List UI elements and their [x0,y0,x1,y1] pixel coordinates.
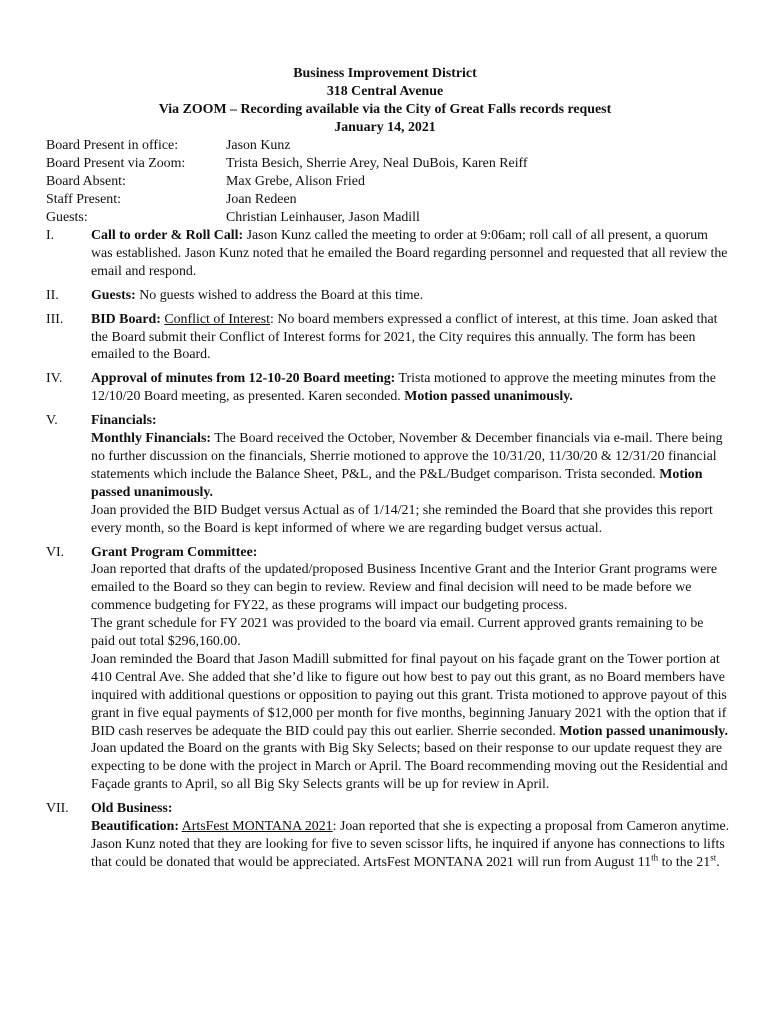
section-title: Call to order & Roll Call: [91,228,244,243]
attendance-row [46,155,746,173]
section-number: VI. [46,544,65,560]
attendance-label: Board Absent: [46,173,126,189]
motion-result: Motion passed unanimously. [404,389,573,405]
attendance-value: Max Grebe, Alison Fried [226,173,365,189]
section-number: IV. [46,371,63,387]
artsfest-title: ArtsFest MONTANA 2021 [181,819,333,835]
section-text: to the 21 [658,854,711,870]
section-title: Approval of minutes from 12-10-20 Board meeting: [91,371,396,387]
section-title: Grant Program Committee: [91,544,258,560]
subsection-title: Conflict of Interest [164,311,271,327]
section-text: Trista motioned to approve the meeting minutes from the 12/10/20 Board meeting, as presented. Karen seconded. [91,371,716,405]
section-body [91,311,730,365]
header-date: January 14, 2021 [334,119,436,135]
section-text: : No board members expressed a conflict of interest, at this time. Joan asked that the Board submit their Conflict of Interest forms for 2021, the City requires this annually. The form has been emailed to the Board. [91,311,718,363]
section-text: Joan provided the BID Budget versus Actual as of 1/14/21; she reminded the Board that she provides this report every month, so the Board is kept informed of where we are regarding budget versus actual. [91,502,713,536]
attendance-label: Staff Present: [46,191,121,207]
header-address: 318 Central Avenue [326,83,444,99]
attendance-value: Joan Redeen [226,191,297,207]
attendance-value: Trista Besich, Sherrie Arey, Neal DuBois, Karen Reiff [226,155,528,171]
attendance-value: Christian Leinhauser, Jason Madill [226,209,420,225]
section-guests [46,287,730,305]
section-text: Jason Kunz called the meeting to order at 9:06am; roll call of all present, a quorum was established. Jason Kunz noted that he emailed the Board regarding personnel and requested that all review the email and respond. [91,228,728,279]
section-body [91,800,730,872]
section-approval-of-minutes [46,370,730,406]
attendance-row [46,173,746,191]
section-body [91,370,730,406]
section-text: Joan updated the Board on the grants with Big Sky Selects; based on their response to our update request they are expecting to be done with the project in March or April. The Board recommending moving out the Residential and Façade grants to April, so all Big Sky Selects grants will be up for review in April. [91,741,728,793]
section-text: The Board received the October, November & December financials via e-mail. There being no further discussion on the financials, Sherrie motioned to approve the 10/31/20, 11/30/20 & 12/31/20 financial statements which include the Balance Sheet, P&L, and the P&L/Budget comparison. Trista seconded. [91,431,723,482]
section-old-business [46,800,730,872]
document-header [0,65,770,137]
section-text: Joan reported that drafts of the updated/proposed Business Incentive Grant and the Interior Grant programs were emailed to the Board so they can begin to review. Review and final decision will need to be made before we commence budgeting for FY22, as these programs will impact our budgeting process. [91,562,718,614]
attendance-value: Jason Kunz [226,138,291,153]
section-body [91,412,730,537]
section-title: Financials: [91,413,157,429]
attendance-label: Board Present via Zoom: [46,155,186,171]
section-text: : Joan reported that she is expecting a proposal from Cameron anytime. Jason Kunz noted that they are looking for five to seven scissor lifts, he inquired if anyone has connections to lifts that could be donated that would be appreciated. ArtsFest MONTANA 2021 will run from August 11 [91,819,730,870]
section-financials [46,412,730,537]
section-body [91,227,730,281]
header-meeting-venue: Via ZOOM – Recording available via the City of Great Falls records request [158,101,612,117]
attendance-label: Guests: [46,209,88,225]
subsection-title: Monthly Financials: [91,431,212,447]
attendance-label: Board Present in office: [46,138,179,153]
section-grant-program [46,544,730,795]
section-number: II. [46,287,59,303]
section-title: BID Board: [91,311,161,327]
attendance-row [46,209,746,227]
motion-result: Motion passed unanimously. [91,466,703,500]
section-text: . [716,854,720,870]
section-body [91,544,730,795]
agenda-sections [46,227,730,878]
section-number: V. [46,413,58,429]
header-organization: Business Improvement District [293,66,477,81]
section-text: The grant schedule for FY 2021 was provided to the board via email. Current approved grants remaining to be paid out total $296,160.00. [91,616,704,650]
section-bid-board [46,311,730,365]
section-number: III. [46,311,64,327]
section-number: I. [46,228,55,243]
section-title: Guests: [91,287,136,303]
section-title: Old Business: [91,801,173,817]
section-call-to-order [46,227,730,281]
section-body [91,287,730,305]
ordinal-suffix: th [651,852,659,863]
section-text: No guests wished to address the Board at this time. [135,287,424,303]
attendance-row [46,137,746,155]
ordinal-suffix: st [710,852,717,863]
section-text: Joan reminded the Board that Jason Madill submitted for final payout on his façade grant on the Tower portion at 410 Central Ave. She added that she’d like to figure out how best to pay out this grant, as no Board members have inquired with additional questions or opposition to paying out this grant. Trista motioned to approve payout of this grant in five equal payments of $12,000 per month for five months, beginning January 2021 with the option that if BID cash reserves be adequate the BID could pay this out earlier. Sherrie seconded. [91,651,727,739]
attendance-row [46,191,746,209]
subsection-title: Beautification: [91,819,179,835]
section-number: VII. [46,801,69,817]
attendance-list [46,137,746,227]
motion-result: Motion passed unanimously. [559,723,728,739]
